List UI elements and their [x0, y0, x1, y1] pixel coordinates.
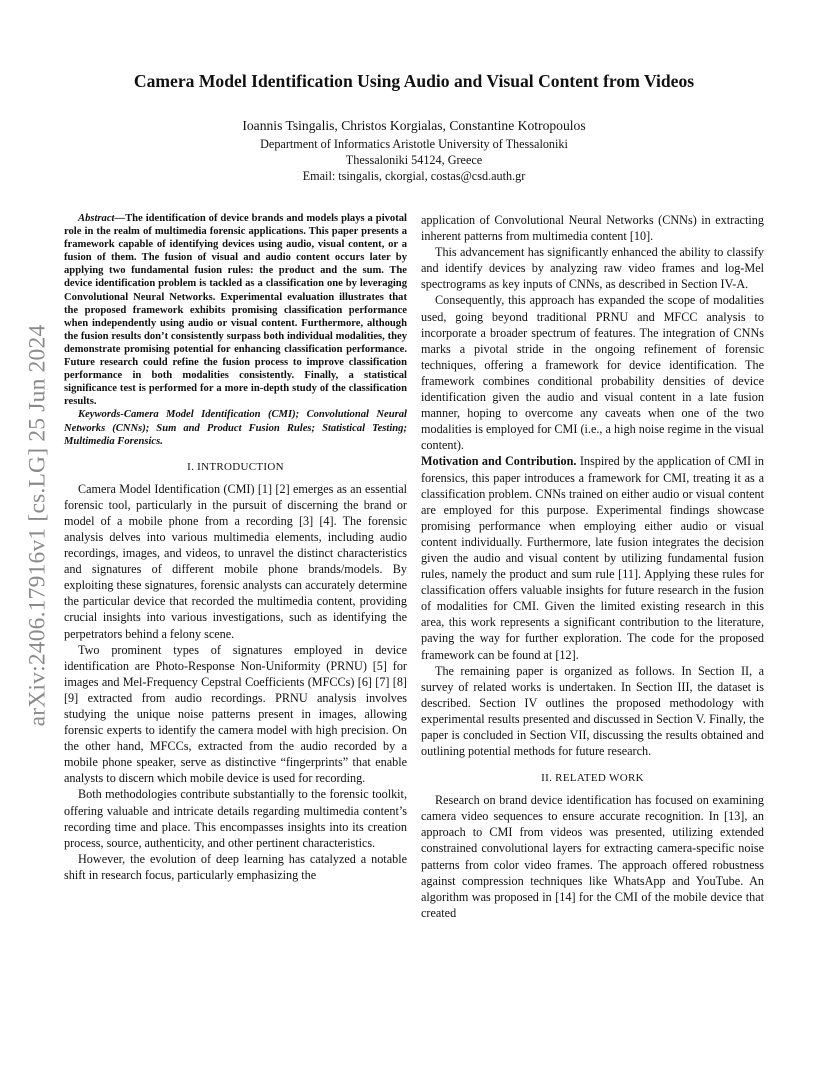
related-work-paragraph: Research on brand device identification has focused on examining camera video sequences to ensure accurate recognition. In [13], an approach to CMI from videos was presented, utilizing extended constrained convolutional layers for extracting camera-specific noise patterns from color video frames. The approach offered robustness against compression techniques like WhatsApp and YouTube. An algorithm was proposed in [14] for the CMI of the mobile device that created	[421, 793, 764, 920]
right-column	[421, 212, 764, 921]
section-heading-introduction: I. INTRODUCTION	[187, 460, 284, 473]
arxiv-identifier-text: arXiv:2406.17916v1 [cs.LG] 25 Jun 2024	[24, 324, 51, 726]
author-department: Department of Informatics Aristotle University of Thessaloniki	[260, 137, 568, 151]
intro-paragraph: However, the evolution of deep learning has catalyzed a notable shift in research focus, particularly emphasizing the	[64, 851, 407, 882]
abstract-text: —The identification of device brands and models plays a pivotal role in the realm of multimedia forensic applications. This paper presents a framework capable of identifying devices using audio, visual content, or a fusion of them. The fusion of visual and audio content occurs later by applying two fundamental fusion rules: the product and the sum. The device identification problem is tackled as a classification one by leveraging Convolutional Neural Networks. Experimental evaluation illustrates that the proposed framework exhibits promising classification performance when independently using audio or visual content. Furthermore, although the fusion results don’t consistently surpass both individual modalities, they demonstrate promising potential for enhancing classification performance. Future research could refine the fusion process to improve classification performance in both modalities consistently. Finally, a statistical significance test is performed for a more in-depth study of the classification results.	[64, 213, 407, 408]
organization-paragraph: The remaining paper is organized as follows. In Section II, a survey of related works is undertaken. In Section III, the dataset is described. Section IV outlines the proposed methodology with experimental results presented and discussed in Section V. Finally, the paper is concluded in Section VII, discussing the results obtained and outlining potential methods for future research.	[421, 663, 764, 759]
intro-paragraph: This advancement has significantly enhanced the ability to classify and identify devices by analyzing raw video frames and log-Mel spectrograms as key inputs of CNNs, as described in Section IV-A.	[421, 245, 764, 292]
intro-paragraph: Consequently, this approach has expanded the scope of modalities used, going beyond traditional PRNU and MFCC analysis to incorporate a broader spectrum of features. The integration of CNNs marks a pivotal stride in the ongoing refinement of forensic techniques, offering a framework for device identification. The framework combines conditional probability densities of device identification given the audio and visual content in a late fusion manner, hoping to overcome any caveats when one of the two modalities is employed for CMI (i.e., a high noise regime in the visual content).	[421, 293, 764, 453]
abstract-label: Abstract	[78, 213, 115, 224]
intro-paragraph: Camera Model Identification (CMI) [1] [2] emerges as an essential forensic tool, particularly in the pursuit of discerning the brand or model of a mobile phone from a recording [3] [4]. The forensic analysis delves into various multimedia elements, including audio recordings, images, and videos, to unravel the distinct characteristics and signatures of different mobile phone brands/models. By exploiting these signatures, forensic analysts can accurately determine the particular device that recorded the multimedia content, providing crucial insights into various investigations, such as identifying the perpetrators behind a felony scene.	[64, 481, 407, 641]
author-email: Email: tsingalis, ckorgial, costas@csd.auth.gr	[302, 169, 526, 183]
intro-paragraph: Two prominent types of signatures employed in device identification are Photo-Response Non-Uniformity (PRNU) [5] for images and Mel-Frequency Cepstral Coefficients (MFCCs) [6] [7] [8] [9] extracted from audio recordings. PRNU analysis involves studying the unique noise patterns present in images, allowing forensic experts to identify the camera model with high precision. On the other hand, MFCCs, extracted from the audio recorded by a mobile phone speaker, serve as distinctive “fingerprints” that enable analysts to discern which mobile device is used for recording.	[64, 642, 407, 786]
motivation-label: Motivation and Contribution.	[421, 454, 577, 469]
intro-continuation: application of Convolutional Neural Networks (CNNs) in extracting inherent patterns from multimedia content [10].	[421, 213, 764, 244]
abstract	[64, 212, 407, 408]
motivation-text: Inspired by the application of CMI in forensics, this paper introduces a framework for CMI, treating it as a classification problem. CNNs trained on either audio or visual content are employed for this purpose. Experimental findings showcase promising performance when employing either audio or visual content individually. Furthermore, late fusion integrates the decision given the audio and visual content by utilizing fundamental fusion rules, namely the product and sum rule [11]. Applying these rules for classification offers valuable insights for future research in the fusion of modalities for CMI. Given the limited existing research in this area, this work represents a significant contribution to the literature, paving the way for further exploration. The code for the proposed framework can be found at [12].	[421, 454, 764, 662]
paper-authors: Ioannis Tsingalis, Christos Korgialas, Constantine Kotropoulos	[242, 118, 586, 133]
keywords: Keywords-Camera Model Identification (CMI); Convolutional Neural Networks (CNNs); Sum and Product Fusion Rules; Statistical Testing; Multimedia Forensics.	[64, 409, 407, 447]
arxiv-identifier	[20, 290, 56, 760]
left-column	[64, 212, 407, 883]
paper-title: Camera Model Identification Using Audio and Visual Content from Videos	[133, 71, 695, 91]
motivation-paragraph	[421, 453, 764, 662]
author-city: Thessaloniki 54124, Greece	[345, 153, 483, 167]
section-heading-related-work: II. RELATED WORK	[541, 772, 644, 785]
intro-paragraph: Both methodologies contribute substantially to the forensic toolkit, offering valuable and intricate details regarding multimedia content’s recording time and place. This encompasses insights into its creation process, source, authenticity, and other pertinent characteristics.	[64, 787, 407, 850]
